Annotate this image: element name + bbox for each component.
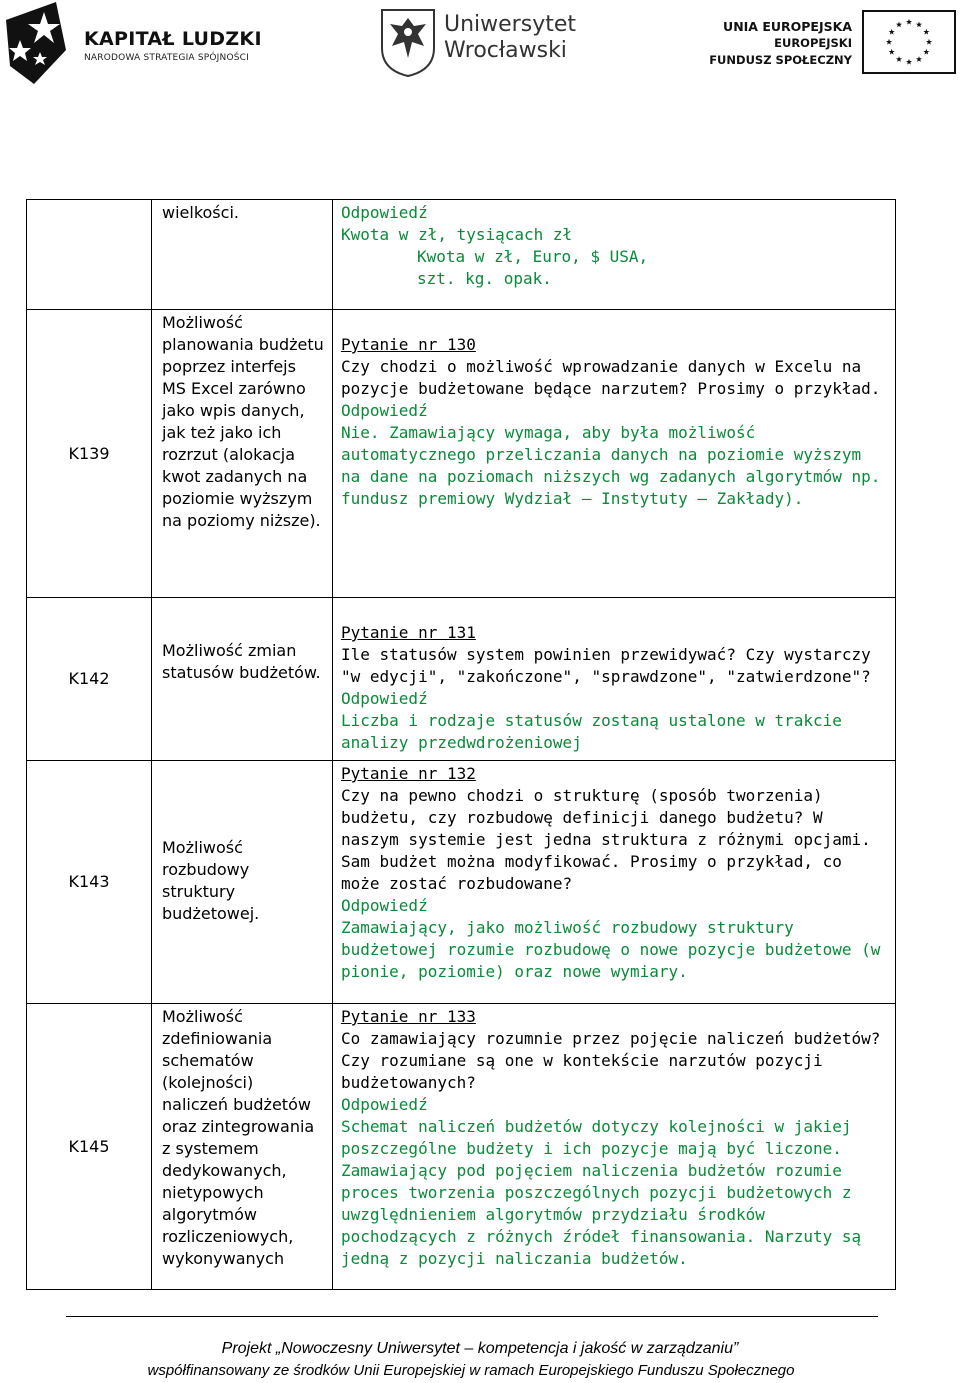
question-title: Pytanie nr 130 bbox=[341, 335, 476, 354]
description-text: Możliwość zdefiniowania schematów (kolejności) naliczeń budżetów oraz zintegrowania z systemem dedykowanych, nietypowych algorytmów rozliczeniowych, wykonywanych bbox=[162, 1007, 315, 1268]
question-title: Pytanie nr 133 bbox=[341, 1007, 476, 1026]
row-code: K145 bbox=[27, 1004, 152, 1290]
answer-block bbox=[333, 598, 895, 760]
answer-block bbox=[333, 200, 895, 296]
row-code bbox=[27, 200, 152, 310]
row-description bbox=[152, 598, 333, 761]
university-logo bbox=[378, 4, 598, 80]
footer-funding-line: współfinansowany ze środków Unii Europejskiej w ramach Europejskiego Funduszu Społecznego bbox=[147, 1362, 795, 1379]
footer-project-line: Projekt „Nowoczesny Uniwersytet – kompetencja i jakość w zarządzaniu” bbox=[221, 1340, 739, 1357]
answer-label: Odpowiedź bbox=[341, 203, 428, 222]
questions-table bbox=[26, 199, 896, 1290]
answer-text: Liczba i rodzaje statusów zostaną ustalone w trakcie analizy przedwdrożeniowej bbox=[341, 711, 842, 752]
description-text: Możliwość zmian statusów budżetów. bbox=[162, 641, 321, 682]
row-description bbox=[152, 761, 333, 1004]
description-text: wielkości. bbox=[162, 203, 239, 222]
answer-line: szt. kg. opak. bbox=[417, 269, 552, 288]
row-description bbox=[152, 200, 333, 310]
kapital-ludzki-subtitle: NARODOWA STRATEGIA SPÓJNOŚCI bbox=[84, 53, 249, 63]
question-title: Pytanie nr 132 bbox=[341, 764, 476, 783]
row-code: K143 bbox=[27, 761, 152, 1004]
eu-text bbox=[709, 18, 852, 69]
footer-divider bbox=[66, 1316, 878, 1317]
kapital-ludzki-title: KAPITAŁ LUDZKI bbox=[84, 28, 262, 50]
question-text: Co zamawiający rozumnie przez pojęcie naliczeń budżetów? Czy rozumiane są one w kontekście narzutów pozycji budżetowanych? bbox=[341, 1029, 881, 1092]
row-description bbox=[152, 1004, 333, 1290]
university-eagle-emblem-icon bbox=[378, 4, 438, 78]
question-text: Czy na pewno chodzi o strukturę (sposób tworzenia) budżetu, czy rozbudowę definicji danego budżetu? W naszym systemie jest jedna struktura z różnymi opcjami. Sam budżet można modyfikować. Prosimy o przykład, co może zostać rozbudowane? bbox=[341, 786, 871, 893]
answer-text: Schemat naliczeń budżetów dotyczy kolejności w jakiej poszczególne budżety i ich pozycje mają być liczone. Zamawiający pod pojęciem naliczenia budżetów rozumie proces tworzenia poszczególnych pozycji budżetowych z uwzględnieniem algorytmów przydziału środków pochodzących z różnych źródeł finansowania. Narzuty są jedną z pozycji naliczania budżetów. bbox=[341, 1117, 862, 1268]
answer-label: Odpowiedź bbox=[341, 896, 428, 915]
table-row bbox=[27, 310, 896, 598]
description-text: Możliwość planowania budżetu poprzez interfejs MS Excel zarówno jako wpis danych, jak też jako ich rozrzut (alokacja kwot zadanych na poziomie wyższym na poziomy niższe). bbox=[162, 313, 324, 530]
eu-line-1: UNIA EUROPEJSKA bbox=[723, 19, 852, 34]
answer-label: Odpowiedź bbox=[341, 1095, 428, 1114]
row-answer bbox=[333, 200, 896, 310]
table-row bbox=[27, 761, 896, 1004]
kapital-ludzki-logo bbox=[4, 0, 294, 86]
row-description bbox=[152, 310, 333, 598]
eu-flag-icon bbox=[862, 10, 956, 74]
row-answer bbox=[333, 1004, 896, 1290]
university-name: Uniwersytet Wrocławski bbox=[444, 12, 576, 63]
description-text: Możliwość rozbudowy struktury budżetowej. bbox=[162, 838, 260, 923]
row-answer bbox=[333, 761, 896, 1004]
answer-text: Zamawiający, jako możliwość rozbudowy struktury budżetowej rozumie rozbudowę o nowe pozycje budżetowe (w pionie, poziomie) oraz nowe wymiary. bbox=[341, 918, 881, 981]
answer-label: Odpowiedź bbox=[341, 401, 428, 420]
answer-label: Odpowiedź bbox=[341, 689, 428, 708]
answer-block bbox=[333, 761, 895, 989]
question-title: Pytanie nr 131 bbox=[341, 623, 476, 642]
answer-block bbox=[333, 310, 895, 516]
row-answer bbox=[333, 598, 896, 761]
answer-text: Nie. Zamawiający wymaga, aby była możliwość automatycznego przeliczania danych na poziomie wyższym na dane na poziomach niższych wg zadanych algorytmów np. fundusz premiowy Wydział – Instytuty – Zakłady). bbox=[341, 423, 881, 508]
eu-logo bbox=[709, 10, 956, 76]
answer-line: Kwota w zł, tysiącach zł bbox=[341, 225, 573, 244]
eu-line-3: FUNDUSZ SPOŁECZNY bbox=[709, 53, 852, 67]
table-row bbox=[27, 1004, 896, 1290]
answer-line: Kwota w zł, Euro, $ USA, bbox=[417, 247, 649, 266]
question-text: Czy chodzi o możliwość wprowadzanie danych w Excelu na pozycje budżetowane będące narzutem? Prosimy o przykład. bbox=[341, 357, 881, 398]
table-row bbox=[27, 598, 896, 761]
table-row bbox=[27, 200, 896, 310]
page-header bbox=[0, 0, 960, 90]
eu-line-2: EUROPEJSKI bbox=[774, 36, 852, 50]
kapital-ludzki-emblem-icon bbox=[4, 0, 76, 86]
row-code: K142 bbox=[27, 598, 152, 761]
row-code: K139 bbox=[27, 310, 152, 598]
question-text: Ile statusów system powinien przewidywać? Czy wystarczy "w edycji", "zakończone", "sprawdzone", "zatwierdzone"? bbox=[341, 645, 871, 686]
answer-block bbox=[333, 1004, 895, 1276]
row-answer bbox=[333, 310, 896, 598]
